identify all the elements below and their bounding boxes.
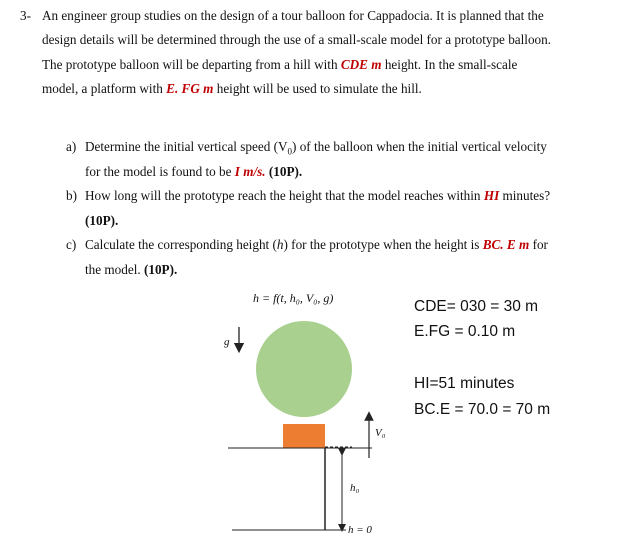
part-c-h: h xyxy=(276,237,284,252)
problem-line-3-tail: height. In the small-scale xyxy=(384,57,518,72)
var-cde: CDE m xyxy=(340,57,382,72)
value-efg: E.FG = 0.10 m xyxy=(414,323,516,340)
part-b-points: (10P). xyxy=(85,213,119,228)
var-hi: HI xyxy=(483,188,500,203)
problem-line-1: An engineer group studies on the design of a tour balloon for Cappadocia. It is planned that the xyxy=(42,8,544,23)
part-a-sub: 0 xyxy=(287,146,292,157)
part-c-text-c: for xyxy=(532,237,548,252)
problem-line-4-tail: height will be used to simulate the hill. xyxy=(216,81,422,96)
value-hi: HI=51 minutes xyxy=(414,375,515,392)
part-c-label: c) xyxy=(66,237,77,252)
part-a-text: Determine the initial vertical speed (V xyxy=(85,139,288,154)
part-a-label: a) xyxy=(66,139,77,154)
part-c-text: Calculate the corresponding height ( xyxy=(85,237,277,252)
var-efg: E. FG m xyxy=(166,81,214,96)
problem-line-4-text: model, a platform with xyxy=(42,81,163,96)
value-bce: BC.E = 70.0 = 70 m xyxy=(414,401,551,418)
part-c-text-b: ) for the prototype when the height is xyxy=(283,237,480,252)
part-c-points: (10P). xyxy=(143,262,178,277)
g-label: g xyxy=(224,336,230,348)
part-b-text: How long will the prototype reach the height that the model reaches within xyxy=(85,188,481,203)
h0-label: h₀ xyxy=(350,482,360,494)
v0-label: V₀ xyxy=(375,427,386,439)
var-i: I m/s. xyxy=(234,164,266,179)
value-cde: CDE= 030 = 30 m xyxy=(414,298,539,315)
part-a-points: (10P). xyxy=(268,164,303,179)
part-c-text-2: the model. xyxy=(85,262,141,277)
formula: h = f(t, h₀, V₀, g) xyxy=(253,291,334,305)
problem-line-2: design details will be determined through the use of a small-scale model for a prototype balloon. xyxy=(42,32,552,47)
ground-label: h = 0 xyxy=(348,524,372,536)
balloon xyxy=(256,321,352,417)
basket xyxy=(283,424,325,448)
part-a-text-2: for the model is found to be xyxy=(85,164,232,179)
problem-line-3-text: The prototype balloon will be departing from a hill with xyxy=(42,57,338,72)
problem-number: 3- xyxy=(20,8,31,23)
part-b-text-b: minutes? xyxy=(502,188,551,203)
part-b-label: b) xyxy=(66,188,77,203)
part-a-text-b: ) of the balloon when the initial vertical velocity xyxy=(292,139,547,154)
var-bce: BC. E m xyxy=(482,237,530,252)
